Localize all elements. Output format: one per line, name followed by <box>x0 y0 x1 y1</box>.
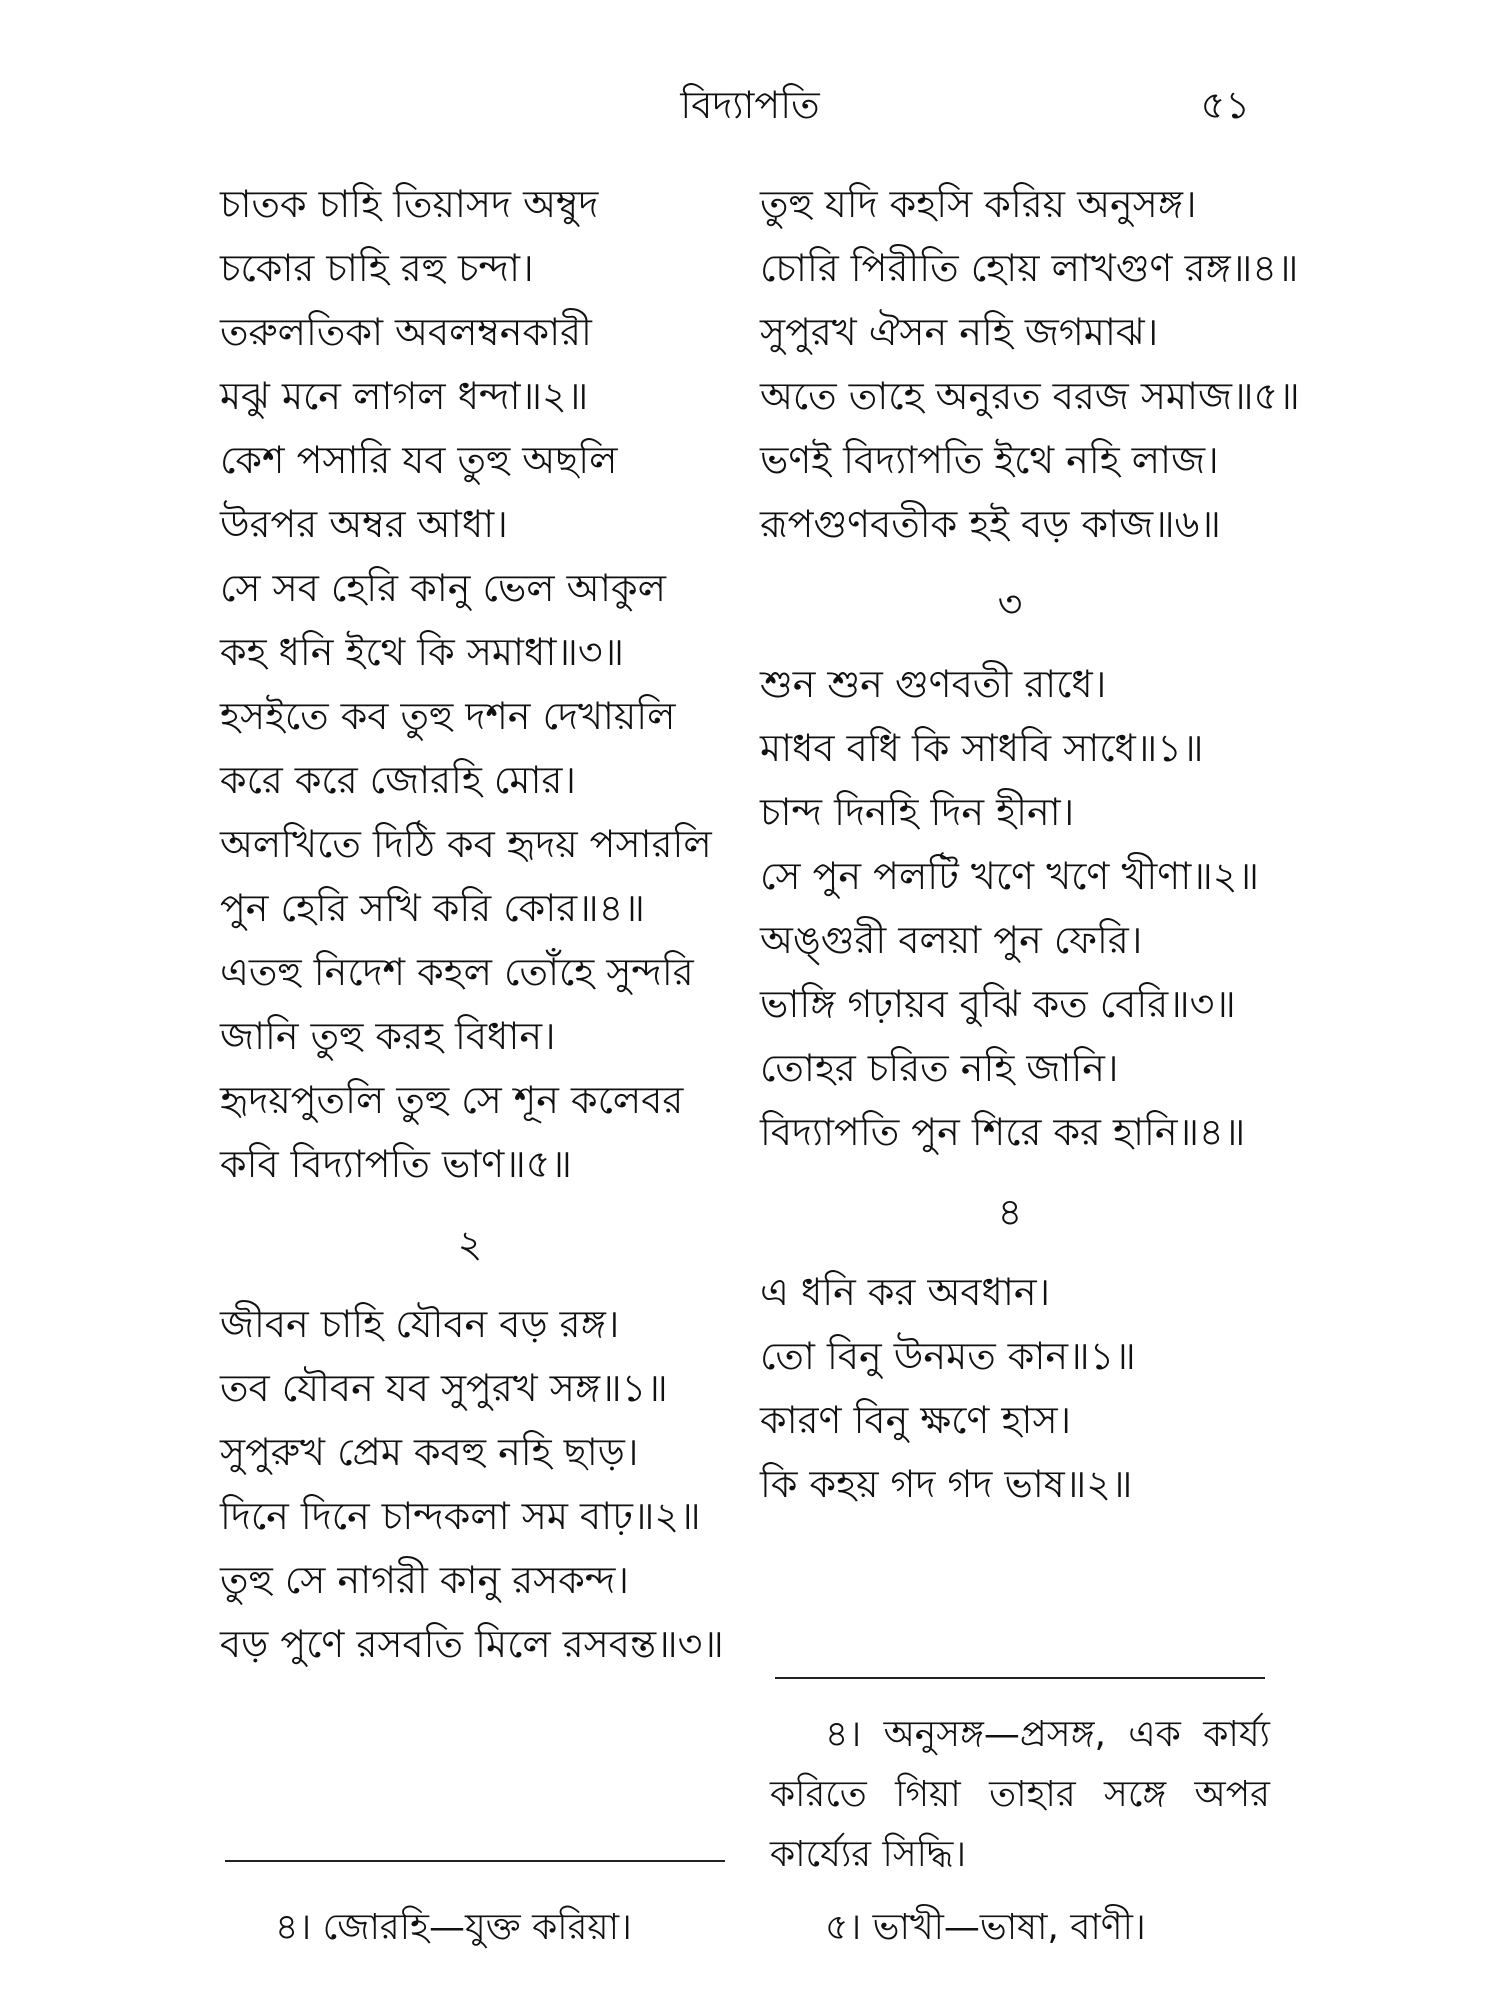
verse-line: তুহু সে নাগরী কানু রসকন্দ। <box>220 1558 629 1602</box>
poem-number-2: ২ <box>457 1222 483 1266</box>
footnote-word: সঙ্গে <box>1104 1774 1167 1815</box>
verse-line: কেশ পসারি যব তুহু অছলি <box>220 438 618 482</box>
page-number: ৫১ <box>1200 83 1250 127</box>
verse-line: কবি বিদ্যাপতি ভাণ॥৫॥ <box>220 1142 572 1186</box>
footnote-word: গিয়া <box>895 1774 961 1815</box>
verse-line: চান্দ দিনহি দিন হীনা। <box>760 790 1075 834</box>
verse-line: শুন শুন গুণবতী রাধে। <box>760 662 1107 706</box>
verse-line: সুপুরখ ঐসন নহি জগমাঝ। <box>760 310 1159 354</box>
verse-line: চাতক চাহি তিয়াসদ অম্বুদ <box>220 182 599 226</box>
footnote-word: এক <box>1128 1714 1181 1755</box>
verse-line: দিনে দিনে চান্দকলা সম বাঢ়॥২॥ <box>220 1494 701 1538</box>
footnote-divider-right <box>775 1677 1265 1679</box>
page-header <box>0 70 1500 130</box>
poem-2 <box>220 1292 740 1676</box>
verse-line: তো বিনু উনমত কান॥১॥ <box>760 1334 1136 1378</box>
right-column <box>760 172 1300 1516</box>
verse-line: কি কহয় গদ গদ ভাষ॥২॥ <box>760 1462 1133 1506</box>
verse-line: রূপগুণবতীক হই বড় কাজ॥৬॥ <box>760 502 1221 546</box>
verse-line: জানি তুহু করহ বিধান। <box>220 1014 556 1058</box>
verse-line: পুন হেরি সখি করি কোর॥৪॥ <box>220 886 645 930</box>
verse-line: বড় পুণে রসবতি মিলে রসবন্ত॥৩॥ <box>220 1622 724 1666</box>
verse-line: কহ ধনি ইথে কি সমাধা॥৩॥ <box>220 630 625 674</box>
footnote-word: কার্য্য <box>1203 1714 1270 1755</box>
poem-1-tail <box>220 172 740 1196</box>
footnote-word: অপর <box>1194 1774 1270 1815</box>
verse-line: হৃদয়পুতলি তুহু সে শূন কলেবর <box>220 1078 684 1122</box>
verse-line: অতে তাহে অনুরত বরজ সমাজ॥৫॥ <box>760 374 1300 418</box>
verse-line: সে পুন পলটি খণে খণে খীণা॥২॥ <box>760 854 1260 898</box>
poem-number-3: ৩ <box>997 582 1023 626</box>
verse-line: তরুলতিকা অবলম্বনকারী <box>220 310 592 354</box>
verse-line: করে করে জোরহি মোর। <box>220 758 576 802</box>
footnote-line <box>770 1705 1270 1765</box>
verse-line: সে সব হেরি কানু ভেল আকুল <box>220 566 666 610</box>
footnote-divider-left <box>225 1860 725 1862</box>
verse-line: তব যৌবন যব সুপুরখ সঙ্গ॥১॥ <box>220 1366 668 1410</box>
verse-line: সুপুরুখ প্রেম কবহু নহি ছাড়। <box>220 1430 639 1474</box>
verse-line: হসইতে কব তুহু দশন দেখায়লি <box>220 694 676 738</box>
verse-line: মাধব বধি কি সাধবি সাধে॥১॥ <box>760 726 1204 770</box>
footnote-5-right: ৫। ভাখী—ভাষা, বাণী। <box>825 1907 1146 1948</box>
poem-4 <box>760 1260 1280 1516</box>
footnote-word: ৪। <box>825 1714 862 1755</box>
footnote-4-left: ৪। জোরহি—যুক্ত করিয়া। <box>275 1907 632 1948</box>
verse-line: ভাঙ্গি গঢ়ায়ব বুঝি কত বেরি॥৩॥ <box>760 982 1236 1026</box>
poem-number-4: ৪ <box>997 1190 1023 1234</box>
running-title: বিদ্যাপতি <box>680 83 820 127</box>
verse-line: অঙ্গুরী বলয়া পুন ফেরি। <box>760 918 1143 962</box>
verse-line: ভণই বিদ্যাপতি ইথে নহি লাজ। <box>760 438 1219 482</box>
footnote-line: কার্য্যের সিদ্ধি। <box>770 1834 967 1875</box>
footnote-4-right <box>770 1705 1270 1885</box>
footnote-word: অনুসঙ্গ—প্রসঙ্গ, <box>883 1714 1106 1755</box>
verse-line: চকোর চাহি রহু চন্দা। <box>220 246 534 290</box>
verse-line: জীবন চাহি যৌবন বড় রঙ্গ। <box>220 1302 620 1346</box>
verse-line: চোরি পিরীতি হোয় লাখগুণ রঙ্গ॥৪॥ <box>760 246 1299 290</box>
footnote-word: করিতে <box>770 1774 867 1815</box>
poem-2-continued <box>760 172 1300 556</box>
left-column <box>220 172 740 1676</box>
verse-line: মঝু মনে লাগল ধন্দা॥২॥ <box>220 374 589 418</box>
verse-line: কারণ বিনু ক্ষণে হাস। <box>760 1398 1072 1442</box>
footnote-word: তাহার <box>989 1774 1076 1815</box>
verse-line: অলখিতে দিঠি কব হৃদয় পসারলি <box>220 822 712 866</box>
poem-3 <box>760 652 1280 1164</box>
verse-line: তোহর চরিত নহি জানি। <box>760 1046 1119 1090</box>
verse-line: উরপর অম্বর আধা। <box>220 502 508 546</box>
verse-line: এতহু নিদেশ কহল তোঁহে সুন্দরি <box>220 950 694 994</box>
verse-line: তুহু যদি কহসি করিয় অনুসঙ্গ। <box>760 182 1197 226</box>
footnote-line <box>770 1765 1270 1825</box>
verse-line: এ ধনি কর অবধান। <box>760 1270 1051 1314</box>
verse-line: বিদ্যাপতি পুন শিরে কর হানি॥৪॥ <box>760 1110 1246 1154</box>
